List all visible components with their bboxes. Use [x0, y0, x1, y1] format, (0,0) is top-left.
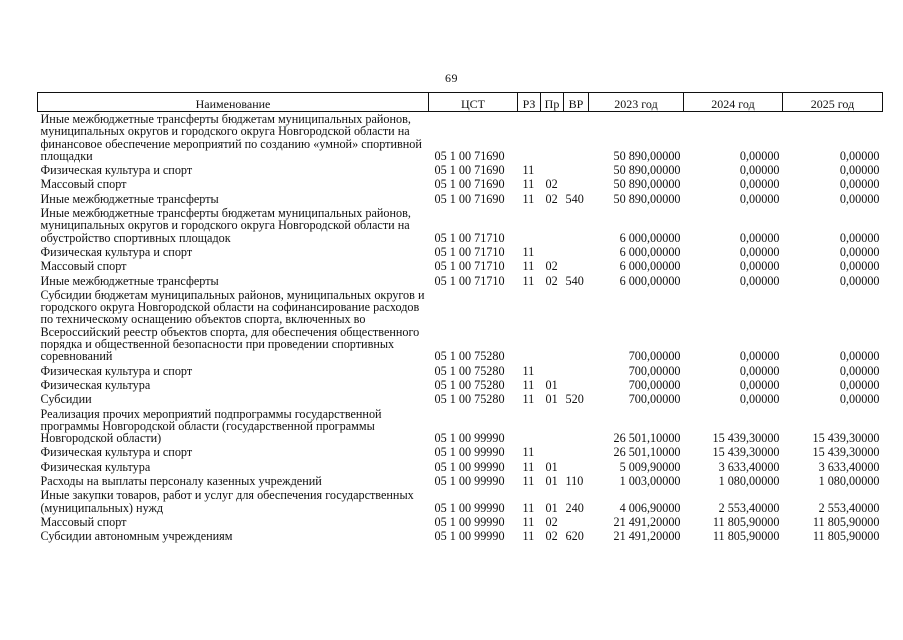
cell-y2025: 0,00000	[839, 363, 880, 378]
cell-y2024: 0,00000	[739, 244, 780, 259]
cell-y2024: 11 805,90000	[712, 514, 780, 529]
cell-cst: 05 1 00 71710	[434, 244, 505, 259]
cell-y2023: 700,00000	[628, 363, 681, 378]
cell-y2024: 3 633,40000	[718, 459, 780, 474]
cell-vr: 540	[565, 191, 584, 206]
cell-y2024: 2 553,40000	[718, 500, 780, 515]
cell-cst: 05 1 00 71690	[434, 148, 505, 163]
table-row	[38, 288, 883, 364]
cell-pr	[541, 364, 564, 378]
cell-y2025: 1 080,00000	[818, 474, 880, 489]
header-cst: ЦСТ	[429, 93, 518, 112]
cell-pr: 02	[545, 514, 558, 529]
cell-vr	[564, 206, 589, 245]
cell-rz: 11	[522, 244, 535, 259]
cell-pr	[541, 163, 564, 177]
table-body	[38, 112, 883, 544]
cell-vr	[564, 445, 589, 459]
cell-y2024: 0,00000	[739, 177, 780, 192]
cell-cst: 05 1 00 99990	[434, 500, 505, 515]
cell-cst: 05 1 00 99990	[434, 445, 505, 460]
cell-y2024: 0,00000	[739, 363, 780, 378]
header-name: Наименование	[38, 93, 429, 112]
cell-vr: 110	[565, 474, 584, 489]
cell-cst: 05 1 00 99990	[434, 431, 505, 446]
cell-name: Физическая культура	[40, 459, 151, 474]
cell-rz: 11	[522, 259, 535, 274]
cell-rz: 11	[522, 445, 535, 460]
cell-cst: 05 1 00 75280	[434, 349, 505, 364]
cell-y2023: 5 009,90000	[619, 459, 681, 474]
cell-rz: 11	[522, 514, 535, 529]
cell-cst: 05 1 00 99990	[434, 474, 505, 489]
cell-pr	[541, 288, 564, 364]
cell-y2024: 0,00000	[739, 273, 780, 288]
cell-rz: 11	[522, 177, 535, 192]
table-row	[38, 245, 883, 259]
cell-y2023: 700,00000	[628, 377, 681, 392]
cell-name: Физическая культура и спорт	[40, 445, 193, 460]
cell-y2024: 0,00000	[739, 163, 780, 178]
table-row	[38, 515, 883, 529]
cell-vr	[564, 407, 589, 446]
table-row	[38, 259, 883, 273]
table-row	[38, 192, 883, 206]
cell-name: Иные закупки товаров, работ и услуг для обеспечения государственных (муниципальных) нужд	[40, 488, 414, 515]
cell-vr	[564, 259, 589, 273]
cell-y2025: 15 439,30000	[812, 445, 880, 460]
cell-y2025: 15 439,30000	[812, 431, 880, 446]
cell-name: Физическая культура и спорт	[40, 244, 193, 259]
cell-cst: 05 1 00 99990	[434, 459, 505, 474]
cell-pr	[541, 245, 564, 259]
cell-vr	[564, 245, 589, 259]
cell-pr: 02	[545, 259, 558, 274]
cell-name: Иные межбюджетные трансферты бюджетам муниципальных районов, муниципальных округов и городского округа Новгородской области на финансовое обеспечение мероприятий по созданию «умной» спортивной площадки	[40, 112, 422, 163]
table-row	[38, 177, 883, 191]
cell-pr	[541, 206, 564, 245]
cell-y2024: 0,00000	[739, 148, 780, 163]
table-row	[38, 407, 883, 446]
cell-rz: 11	[522, 377, 535, 392]
cell-rz: 11	[522, 459, 535, 474]
cell-name: Массовый спорт	[40, 177, 127, 192]
cell-y2023: 6 000,00000	[619, 244, 681, 259]
cell-cst: 05 1 00 99990	[434, 529, 505, 544]
table-row	[38, 378, 883, 392]
cell-name: Иные межбюджетные трансферты бюджетам муниципальных районов, муниципальных округов и городского округа Новгородской области на обустройство спортивных площадок	[40, 206, 411, 245]
cell-name: Иные межбюджетные трансферты	[40, 273, 219, 288]
cell-y2023: 4 006,90000	[619, 500, 681, 515]
cell-cst: 05 1 00 75280	[434, 377, 505, 392]
cell-pr	[541, 407, 564, 446]
cell-pr: 01	[545, 459, 558, 474]
cell-y2023: 21 491,20000	[613, 529, 681, 544]
cell-vr	[564, 177, 589, 191]
table-row	[38, 163, 883, 177]
cell-y2023: 700,00000	[628, 349, 681, 364]
cell-y2023: 6 000,00000	[619, 273, 681, 288]
cell-y2024: 0,00000	[739, 392, 780, 407]
header-2024: 2024 год	[684, 93, 783, 112]
header-2023: 2023 год	[589, 93, 684, 112]
cell-cst: 05 1 00 75280	[434, 392, 505, 407]
cell-rz: 11	[522, 529, 535, 544]
cell-cst: 05 1 00 75280	[434, 363, 505, 378]
cell-y2025: 0,00000	[839, 177, 880, 192]
cell-cst: 05 1 00 71710	[434, 259, 505, 274]
table-row	[38, 445, 883, 459]
cell-y2025: 0,00000	[839, 163, 880, 178]
cell-name: Субсидии бюджетам муниципальных районов, муниципальных округов и городского округа Новгородской области на софинансирование расходов по техническому оснащению объектов спорта, включенных во Всероссийский реестр объектов спорта, для обеспечения общественного порядка и общественной безопасности при проведении спортивных соревнований	[40, 287, 425, 364]
cell-pr	[541, 112, 564, 164]
cell-pr: 02	[545, 273, 558, 288]
cell-vr: 240	[565, 500, 584, 515]
cell-rz: 11	[522, 273, 535, 288]
cell-vr	[564, 378, 589, 392]
cell-name: Иные межбюджетные трансферты	[40, 191, 219, 206]
cell-pr: 01	[545, 474, 558, 489]
cell-vr: 620	[565, 529, 584, 544]
cell-cst: 05 1 00 71710	[434, 273, 505, 288]
cell-cst: 05 1 00 71690	[434, 177, 505, 192]
cell-vr: 520	[565, 392, 584, 407]
cell-y2024: 0,00000	[739, 377, 780, 392]
cell-vr	[564, 288, 589, 364]
table-row	[38, 206, 883, 245]
cell-name: Массовый спорт	[40, 514, 127, 529]
cell-y2023: 21 491,20000	[613, 514, 681, 529]
cell-name: Физическая культура и спорт	[40, 363, 193, 378]
cell-rz	[518, 407, 541, 446]
cell-name: Расходы на выплаты персоналу казенных учреждений	[40, 474, 322, 489]
table-row	[38, 460, 883, 474]
cell-name: Субсидии автономным учреждениям	[40, 529, 233, 544]
cell-y2023: 50 890,00000	[613, 191, 681, 206]
header-pr: Пр	[541, 93, 564, 112]
table-row	[38, 274, 883, 288]
table-row	[38, 364, 883, 378]
table-row	[38, 529, 883, 543]
cell-y2025: 0,00000	[839, 244, 880, 259]
table-row	[38, 112, 883, 164]
table-row	[38, 474, 883, 488]
cell-name: Физическая культура	[40, 377, 151, 392]
cell-y2025: 0,00000	[839, 230, 880, 245]
cell-y2023: 50 890,00000	[613, 148, 681, 163]
cell-rz	[518, 112, 541, 164]
table-header-row	[38, 93, 883, 112]
cell-y2025: 0,00000	[839, 259, 880, 274]
cell-cst: 05 1 00 71710	[434, 230, 505, 245]
cell-vr	[564, 460, 589, 474]
cell-rz: 11	[522, 191, 535, 206]
cell-name: Реализация прочих мероприятий подпрограммы государственной программы Новгородской области (государственной программы Новгородской области)	[40, 406, 382, 446]
cell-vr	[564, 364, 589, 378]
cell-y2023: 700,00000	[628, 392, 681, 407]
cell-rz: 11	[522, 363, 535, 378]
cell-rz: 11	[522, 163, 535, 178]
cell-y2025: 0,00000	[839, 148, 880, 163]
cell-y2024: 11 805,90000	[712, 529, 780, 544]
cell-y2024: 15 439,30000	[712, 431, 780, 446]
cell-y2025: 0,00000	[839, 377, 880, 392]
cell-y2023: 26 501,10000	[613, 431, 681, 446]
cell-name: Физическая культура и спорт	[40, 163, 193, 178]
cell-y2025: 3 633,40000	[818, 459, 880, 474]
cell-cst: 05 1 00 99990	[434, 514, 505, 529]
cell-rz	[518, 206, 541, 245]
cell-vr: 540	[565, 273, 584, 288]
cell-y2025: 11 805,90000	[812, 514, 880, 529]
cell-cst: 05 1 00 71690	[434, 163, 505, 178]
cell-y2023: 50 890,00000	[613, 163, 681, 178]
cell-pr: 01	[545, 500, 558, 515]
cell-rz	[518, 288, 541, 364]
header-rz: РЗ	[518, 93, 541, 112]
cell-y2023: 50 890,00000	[613, 177, 681, 192]
page-number: 69	[445, 71, 458, 85]
header-vr: ВР	[564, 93, 589, 112]
table-row	[38, 392, 883, 406]
cell-y2024: 0,00000	[739, 259, 780, 274]
header-2025: 2025 год	[783, 93, 883, 112]
cell-pr: 02	[545, 177, 558, 192]
cell-pr: 01	[545, 377, 558, 392]
cell-rz: 11	[522, 500, 535, 515]
cell-pr: 01	[545, 392, 558, 407]
cell-y2024: 15 439,30000	[712, 445, 780, 460]
cell-pr	[541, 445, 564, 459]
cell-y2025: 0,00000	[839, 392, 880, 407]
cell-y2023: 26 501,10000	[613, 445, 681, 460]
cell-rz: 11	[522, 474, 535, 489]
cell-y2024: 0,00000	[739, 191, 780, 206]
cell-y2024: 0,00000	[739, 230, 780, 245]
cell-y2025: 0,00000	[839, 273, 880, 288]
cell-y2023: 1 003,00000	[619, 474, 681, 489]
cell-y2025: 0,00000	[839, 191, 880, 206]
cell-y2023: 6 000,00000	[619, 259, 681, 274]
cell-y2023: 6 000,00000	[619, 230, 681, 245]
cell-y2025: 11 805,90000	[812, 529, 880, 544]
cell-y2024: 0,00000	[739, 349, 780, 364]
cell-vr	[564, 163, 589, 177]
cell-vr	[564, 112, 589, 164]
cell-y2024: 1 080,00000	[718, 474, 780, 489]
cell-vr	[564, 515, 589, 529]
cell-name: Субсидии	[40, 392, 92, 407]
budget-table	[37, 92, 883, 544]
cell-pr: 02	[545, 191, 558, 206]
cell-name: Массовый спорт	[40, 259, 127, 274]
cell-pr: 02	[545, 529, 558, 544]
cell-y2025: 2 553,40000	[818, 500, 880, 515]
cell-cst: 05 1 00 71690	[434, 191, 505, 206]
cell-y2025: 0,00000	[839, 349, 880, 364]
table-row	[38, 488, 883, 515]
cell-rz: 11	[522, 392, 535, 407]
